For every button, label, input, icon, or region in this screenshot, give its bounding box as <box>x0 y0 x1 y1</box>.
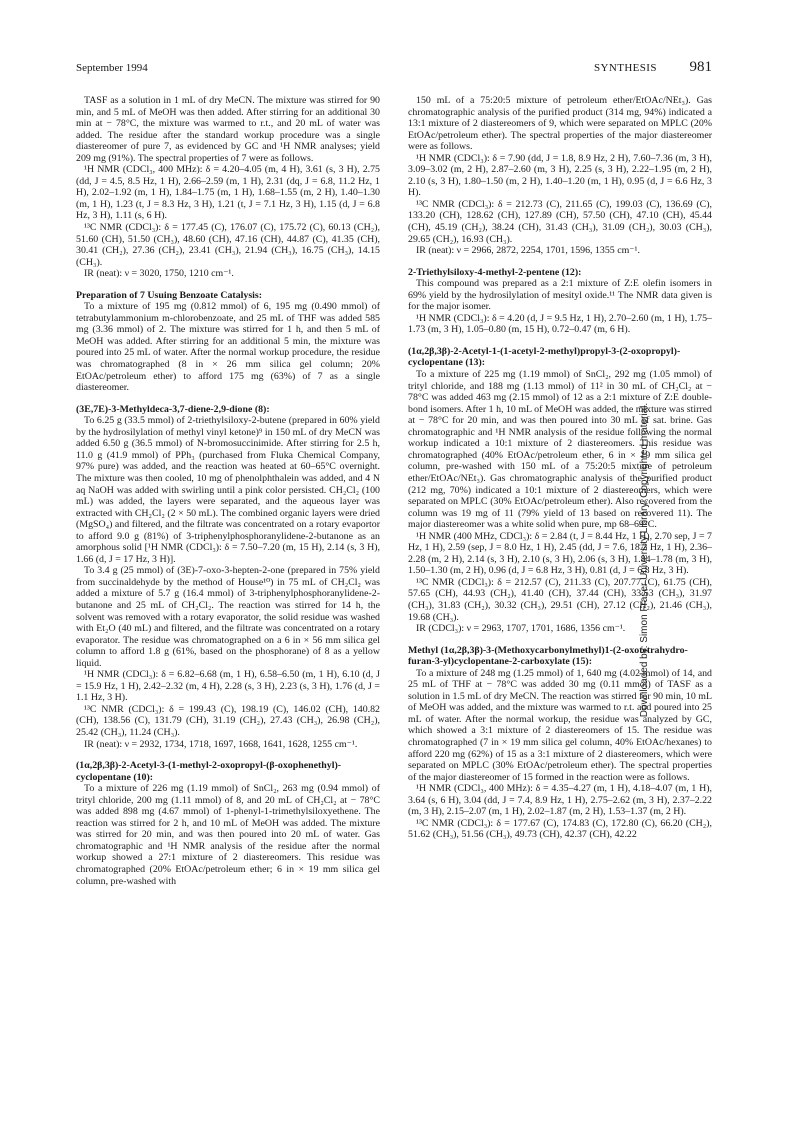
section-gap <box>408 336 712 346</box>
paragraph: To a mixture of 195 mg (0.812 mmol) of 6, 195 mg (0.490 mmol) of tetrabutylammonium m-chlorobenzoate, and 25 mL of THF was added 585 mg (3.36 mmol) of 2. The mixture was stirred for 1 h, and then 5 mL of MeOH was added. After stirring for an additional 5 min, the mixture was poured into 25 mL of water. After the normal workup procedure, the residue was chromatographed (8 in × 26 mm silica gel column; 20% EtOAc/petroleum ether) to afford 175 mg (63%) of 7 as a single diastereomer. <box>76 301 380 394</box>
paragraph: ¹H NMR (CDCl₃): δ = 4.20 (d, J = 9.5 Hz, 1 H), 2.70–2.60 (m, 1 H), 1.75–1.73 (m, 3 H), 1.05–0.80 (m, 15 H), 0.72–0.47 (m, 6 H). <box>408 312 712 336</box>
section-gap <box>76 394 380 404</box>
paragraph: IR (neat): ν = 2966, 2872, 2254, 1701, 1596, 1355 cm⁻¹. <box>416 245 640 257</box>
paragraph: To 6.25 g (33.5 mmol) of 2-triethylsiloxy-2-butene (prepared in 60% yield by the hydrosilylation of methyl vinyl ketone)⁹ in 150 mL of dry MeCN was added 6.50 g (36.5 mmol) of N-bromosuccinimide. After stirring for 2.5 h, 11.0 g (41.9 mmol) of PPh₃ (purchased from Fluka Chemical Company, 97% pure) was added, and the reaction was heated at 60–65°C overnight. The mixture was then cooled, 10 mg of phenolphthalein was added, and 4 N aq NaOH was added with swirling until a pink color persisted. CH₂Cl₂ (100 mL) was added, the layers were separated, and the aqueous layer was extracted with CH₂Cl₂ (2 × 50 mL). The combined organic layers were dried (MgSO₄) and filtered, and the filtrate was concentrated on a rotary evaportor to afford 9.0 g (81%) of 3-triphenylphosphoranylidene-2-butanone as an amorphous solid [¹H NMR (CDCl₃): δ = 7.50–7.20 (m, 15 H), 2.14 (s, 3 H), 1.66 (d, J = 17 Hz, 3 H)]. <box>76 415 380 565</box>
section-heading: Preparation of 7 Usuing Benzoate Catalysis: <box>76 289 263 301</box>
section-heading: (1α,2β,3β)-2-Acetyl-3-(1-methyl-2-oxopropyl-(β-oxophenethyl)-cyclopentane (10): <box>76 760 342 783</box>
right-text-column <box>408 95 712 841</box>
paragraph: ¹³C NMR (CDCl₃): δ = 212.73 (C), 211.65 (C), 199.03 (C), 136.69 (C), 133.20 (CH), 128.62 (CH), 127.89 (CH), 57.50 (CH), 47.10 (CH), 45.44 (CH), 45.19 (CH₂), 38.24 (CH), 31.43 (CH₃), 31.09 (CH₂), 30.03 (CH₃), 29.65 (CH₂), 16.93 (CH₃). <box>408 198 712 245</box>
download-notice: Downloaded by: Simon Fraser University Library. Copyrighted material. <box>639 402 650 718</box>
section-gap <box>408 635 712 645</box>
section-heading: 2-Triethylsiloxy-4-methyl-2-pentene (12): <box>408 266 582 278</box>
paragraph: 150 mL of a 75:20:5 mixture of petroleum ether/EtOAc/NEt₃). Gas chromatographic analysis of the purified product (314 mg, 94%) indicated a 13:1 mixture of 2 diastereomers of 9, which were separated on MPLC (20% EtOAc/petroleum ether). The spectral properties of the major diastereomer were as follows. <box>408 95 712 153</box>
paragraph: IR (CDCl₃): ν = 2963, 1707, 1701, 1686, 1356 cm⁻¹. <box>416 623 626 635</box>
issue-date: September 1994 <box>76 62 148 74</box>
paragraph: IR (neat): ν = 3020, 1750, 1210 cm⁻¹. <box>84 268 234 280</box>
paragraph: To a mixture of 225 mg (1.19 mmol) of SnCl₂, 292 mg (1.05 mmol) of trityl chloride, and 188 mg (1.13 mmol) of 11² in 30 mL of CH₂Cl₂ at − 78°C was added 463 mg (2.15 mmol) of 12 as a 2:1 mixture of Z:E double-bond isomers. After 1 h, 10 mL of MeOH was added, the mixture was stirred at − 78°C for 20 min, and was then poured into 30 mL of sat. brine. Gas chromatographic and ¹H NMR analysis of the residue following the normal workup indicated a 10:1 mixture of 2 diastereomers. This residue was chromatographed (40% EtOAc/petroleum ether, 6 in × 19 mm silica gel column, pre-washed with 150 mL of a 75:20:5 mixture of petroleum ether/EtOAc/NEt₃). Gas chromatographic analysis of the purified product (212 mg, 70%) indicated a 10:1 mixture of 2 diastereomers, which were separated on MPLC (30% EtOAc/petroleum ether). Also recovered from the column was 19 mg of 11 (79% yield of 13 based on recovered 11). The major diastereomer was a white solid when pure, mp 68–69°C. <box>408 369 712 531</box>
paragraph: ¹H NMR (CDCl₃): δ = 6.82–6.68 (m, 1 H), 6.58–6.50 (m, 1 H), 6.10 (d, J = 15.9 Hz, 1 H), 2.42–2.32 (m, 4 H), 2.28 (s, 3 H), 2.23 (s, 3 H), 1.76 (d, J = 1.1 Hz, 3 H). <box>76 669 380 704</box>
paragraph: To a mixture of 226 mg (1.19 mmol) of SnCl₂, 263 mg (0.94 mmol) of trityl chloride, 200 mg (1.11 mmol) of 8, and 20 mL of CH₂Cl₂ at − 78°C was added 898 mg (4.67 mmol) of 1-phenyl-1-trimethylsiloxyethene. The reaction was stirred for 2 h, and 10 mL of MeOH was added. The mixture was stirred for 20 min, and was then poured into 20 mL of water. Gas chromatographic and ¹H NMR analysis of the residue after the normal workup showed a 27:1 mixture of 2 diastereomers. This residue was chromatographed (20% EtOAc/petroleum ether; 6 in × 19 mm silica gel column, pre-washed with <box>76 783 380 887</box>
paragraph: ¹H NMR (CDCl₃, 400 MHz): δ = 4.20–4.05 (m, 4 H), 3.61 (s, 3 H), 2.75 (dd, J = 4.5, 8.5 Hz, 1 H), 2.66–2.59 (m, 1 H), 2.31 (dq, J = 6.8, 11.2 Hz, 1 H), 2.02–1.92 (m, 1 H), 1.84–1.75 (m, 1 H), 1.68–1.55 (m, 2 H), 1.40–1.30 (m, 1 H), 1.23 (t, J = 8.3 Hz, 3 H), 1.21 (t, J = 7.1 Hz, 3 H), 1.15 (d, J = 6.8 Hz, 3 H), 1.11 (s, 6 H). <box>76 164 380 222</box>
section-heading: (3E,7E)-3-Methyldeca-3,7-diene-2,9-dione (8): <box>76 403 270 415</box>
paragraph: This compound was prepared as a 2:1 mixture of Z:E olefin isomers in 69% yield by the hydrosilylation of mesityl oxide.¹¹ The NMR data given is for the major isomer. <box>408 278 712 313</box>
paragraph: ¹³C NMR (CDCl₃): δ = 199.43 (C), 198.19 (C), 146.02 (CH), 140.82 (CH), 138.56 (C), 131.79 (CH), 31.19 (CH₂), 27.43 (CH₃), 26.98 (CH₂), 25.42 (CH₃), 11.24 (CH₃). <box>76 703 380 738</box>
section-gap <box>408 257 712 267</box>
paragraph: TASF as a solution in 1 mL of dry MeCN. The mixture was stirred for 90 min, and 5 mL of MeOH was then added. After stirring for an additional 30 min at − 78°C, the mixture was warmed to r.t., and 20 mL of water was added. The residue after the standard workup procedure was a single diastereomer of pure 7, as evidenced by GC and ¹H NMR analyses; yield 209 mg (91%). The spectral properties of 7 were as follows. <box>76 95 380 164</box>
page-header <box>76 59 712 80</box>
paragraph: ¹H NMR (400 MHz, CDCl₃): δ = 2.84 (t, J = 8.44 Hz, 1 H), 2.70 sep, J = 7 Hz, 1 H), 2.59 (sep, J = 8.0 Hz, 1 H), 2.45 (dd, J = 7.6, 18.2 Hz, 1 H), 2.36–2.28 (m, 2 H), 2.14 (s, 3 H), 2.10 (s, 3 H), 2.06 (s, 3 H), 1.84–1.78 (m, 3 H), 1.50–1.30 (m, 2 H), 0.96 (d, J = 6.8 Hz, 3 H), 0.81 (d, J = 6.8 Hz, 3 H). <box>408 530 712 577</box>
paragraph: ¹³C NMR (CDCl₃): δ = 177.45 (C), 176.07 (C), 175.72 (C), 60.13 (CH₂), 51.60 (CH), 51.50 (CH₃), 48.60 (CH), 47.16 (CH), 44.87 (C), 41.35 (CH), 30.41 (CH₂), 27.36 (CH₂), 23.41 (CH₃), 21.94 (CH₃), 16.75 (CH₃), 14.15 (CH₃). <box>76 222 380 268</box>
paragraph: To 3.4 g (25 mmol) of (3E)-7-oxo-3-hepten-2-one (prepared in 75% yield from succinaldehyde by the method of House¹⁰) in 75 mL of CH₂Cl₂ was added a mixture of 5.7 g (16.4 mmol) of 3-triphenylphosphoranylidene-2-butanone and 25 mL of CH₂Cl₂. The reaction was stirred for 14 h, the solvent was removed with a rotary evaporator, the solid residue was washed with Et₂O (40 mL) and filtered, and the filtrate was concentrated on a rotary evaporator. The residue was chromatographed on a 6 in × 56 mm silica gel column to afford 1.8 g (61%, based on the phosphorane) of 8 as a yellow liquid. <box>76 565 380 669</box>
paragraph: To a mixture of 248 mg (1.25 mmol) of 1, 640 mg (4.02 mmol) of 14, and 25 mL of THF at − 78°C was added 30 mg (0.11 mmol) of TASF as a solution in 1.5 mL of dry MeCN. The reaction was stirred for 90 min, 10 mL of MeOH was added, and the mixture was warmed to r.t. and poured into 25 mL of water. After the normal workup, the residue was analyzed by GC, which showed a 3:1 mixture of 2 diastereomers of 15. The residue was chromatographed (7 in × 19 mm silica gel column, 40% EtOAc/hexanes) to afford 220 mg (62%) of 15 as a 3:1 mixture of 2 diastereomers, which were separated on MPLC (30% EtOAc/petroleum ether). The spectral properties of the major diastereomer of 15 formed in the reaction were as follows. <box>408 667 712 783</box>
paragraph: ¹³C NMR (CDCl₃): δ = 177.67 (C), 174.83 (C), 172.80 (C), 66.20 (CH₂), 51.62 (CH₃), 51.56 (CH₃), 49.73 (CH), 42.37 (CH), 42.22 <box>408 817 712 841</box>
paragraph: ¹³C NMR (CDCl₃): δ = 212.57 (C), 211.33 (C), 207.77 (C), 61.75 (CH), 57.65 (CH), 44.93 (CH₂), 41.40 (CH), 37.44 (CH), 33.53 (CH₃), 31.97 (CH₃), 31.83 (CH₂), 30.32 (CH₃), 29.51 (CH), 27.12 (CH₂), 21.46 (CH₃), 19.68 (CH₃). <box>408 576 712 623</box>
paragraph: IR (neat): ν = 2932, 1734, 1718, 1697, 1668, 1641, 1628, 1255 cm⁻¹. <box>84 738 358 750</box>
paragraph: ¹H NMR (CDCl₃, 400 MHz): δ = 4.35–4.27 (m, 1 H), 4.18–4.07 (m, 1 H), 3.64 (s, 6 H), 3.04 (dd, J = 7.4, 8.9 Hz, 1 H), 2.75–2.62 (m, 3 H), 2.37–2.22 (m, 3 H), 2.15–2.07 (m, 1 H), 2.02–1.87 (m, 2 H), 1.53–1.37 (m, 2 H). <box>408 783 712 818</box>
section-heading: (1α,2β,3β)-2-Acetyl-1-(1-acetyl-2-methyl)propyl-3-(2-oxopropyl)-cyclopentane (13): <box>408 345 681 369</box>
section-gap <box>76 750 380 760</box>
section-gap <box>76 280 380 290</box>
section-heading: Methyl (1α,2β,3β)-3-(Methoxycarbonylmethyl)1-(2-oxotetrahydro-furan-3-yl)cyclopentane-2-carboxylate (15): <box>408 644 688 668</box>
paragraph: ¹H NMR (CDCl₃): δ = 7.90 (dd, J = 1.8, 8.9 Hz, 2 H), 7.60–7.36 (m, 3 H), 3.09–3.02 (m, 2 H), 2.87–2.60 (m, 3 H), 2.25 (s, 3 H), 2.22–1.95 (m, 2 H), 2.10 (s, 3 H), 1.80–1.50 (m, 2 H), 1.40–1.20 (m, 1 H), 0.95 (d, J = 6.6 Hz, 3 H). <box>408 152 712 199</box>
journal-name: SYNTHESIS <box>594 62 657 74</box>
page-number: 981 <box>689 59 712 75</box>
left-text-column <box>76 95 380 887</box>
